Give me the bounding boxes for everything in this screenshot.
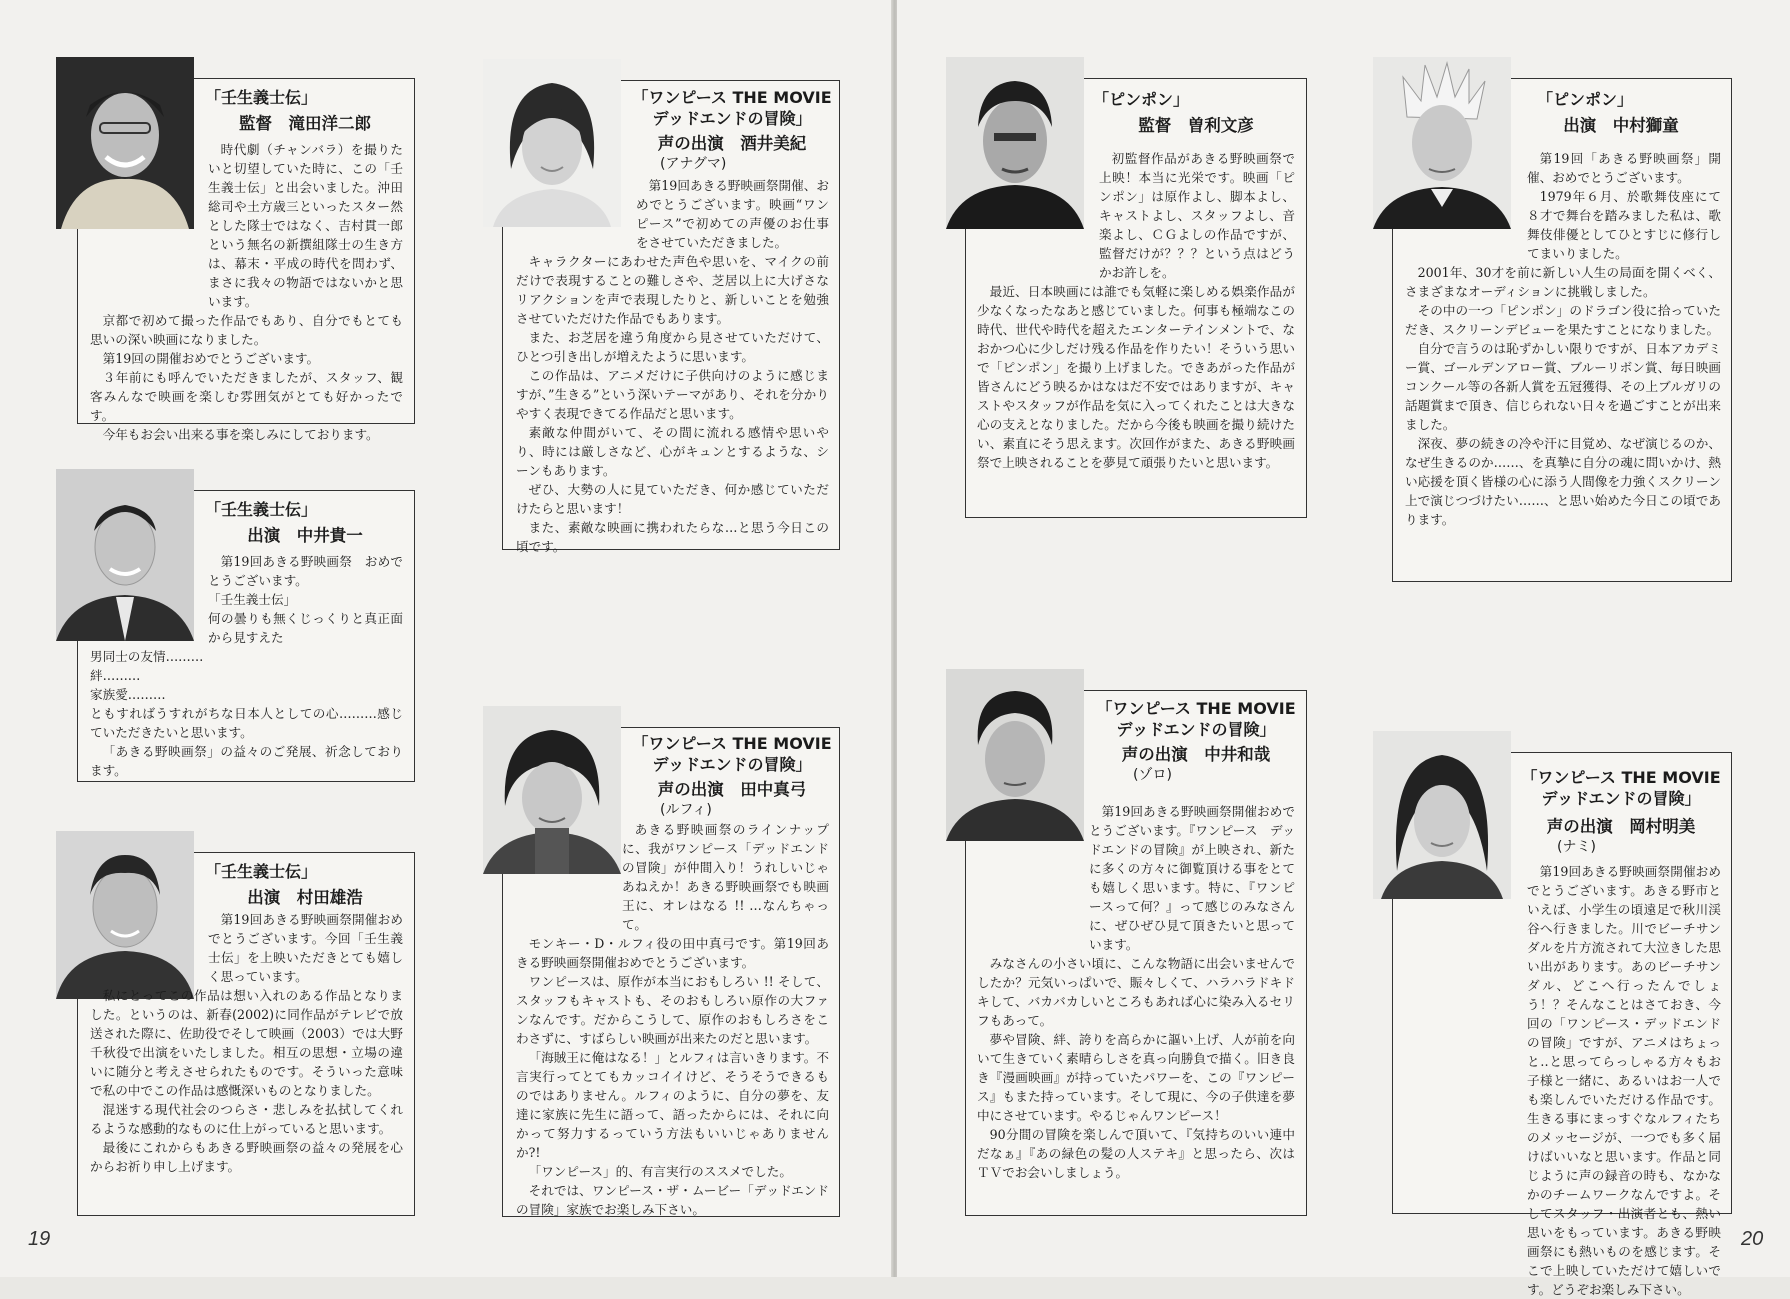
right-page — [897, 0, 1790, 1297]
person-name: 声の出演 田中真弓 — [657, 780, 807, 799]
film-title: 「ワンピース THE MOVIE デッドエンドの冒険」 — [632, 734, 832, 774]
paragraph: 第19回「あきる野映画祭」開催、おめでとうございます。 — [1527, 151, 1721, 185]
paragraph: 時代劇（チャンバラ）を撮りたいと切望していた時に、この「壬生義士伝」と出会いました。沖田総司や土方歳三といったスター然とした隊士ではなく、吉村貫一郎という無名の新撰組隊士の生き方は、幕末・平成の時代を問わず、まさに我々の物語ではないかと思います。 — [208, 142, 403, 309]
paragraph: 「ワンピース」的、有言実行のススメでした。 — [528, 1164, 792, 1179]
paragraph: モンキー・D・ルフィ役の田中真弓です。第19回あきる野映画祭開催おめでとうございます。 — [516, 936, 829, 970]
person-name: 出演 中村獅童 — [1563, 116, 1679, 135]
message-text — [90, 140, 403, 444]
paragraph: 最近、日本映画には誰でも気軽に楽しめる娯楽作品が少なくなったなあと感じていました。何事も極端なこの時代、世代や時代を超えたエンターテインメントで、なおかつ心に少しだけ残る作品を作りたい！そういう思いで「ピンポン」を撮り上げました。できあがった作品が皆さんにどう映るかはなはだ不安ではありますが、キャストやスタッフが作品を気に入ってくれたことは大きな心の支えとなりました。だから今後も映画を撮り続けたい、素直にそう思えます。次回作がまた、あきる野映画祭で上映されることを夢見て頑張りたいと思います。 — [977, 284, 1295, 470]
message-text — [516, 176, 829, 556]
card-heading — [205, 499, 405, 548]
film-title: 「ピンポン」 — [1537, 90, 1634, 109]
card-heading — [205, 861, 405, 910]
page-number: 20 — [1741, 1228, 1764, 1250]
paragraph: あきる野映画祭のラインナップに、我がワンピース「デッドエンドの冒険」が仲間入り！うれしいじゃあねえか！あきる野映画祭でも映画王に、オレはなる !! …なんちゃって。 — [622, 822, 829, 932]
paragraph: 混迷する現代社会のつらさ・悲しみを払拭してくれるような感動的なものに仕上がっていると思います。 — [90, 1102, 403, 1136]
film-title: 「ワンピース THE MOVIE デッドエンドの冒険」 — [632, 88, 832, 128]
person-name: 監督 滝田洋二郎 — [239, 114, 371, 133]
card-heading — [1517, 767, 1725, 856]
paragraph: 私にとってこの作品は想い入れのある作品となりました。というのは、新春(2002)に同作品がテレビで放送された際に、佐助役でそして映画（2003）では大野千秋役で出演をいたしました。相互の思想・立場の違いに随分と考えさせられたものです。そういった意味で私の中でこの作品は感慨深いものとなりました。 — [90, 988, 403, 1098]
left-page — [0, 0, 893, 1277]
paragraph: 素敵な仲間がいて、その間に流れる感情や思いやり、時には厳しさなど、心がキュンとするような、シーンもあります。 — [516, 425, 829, 478]
paragraph: ３年前にも呼んでいただきましたが、スタッフ、観客みんなで映画を楽しむ雰囲気がとても好かったです。 — [90, 370, 403, 423]
card-heading — [205, 87, 405, 136]
paragraph: その中の一つ「ピンポン」のドラゴン役に拾っていただき、スクリーンデビューを果たすことになりました。 — [1405, 303, 1721, 337]
paragraph: 90分間の冒険を楽しんで頂いて、『気持ちのいい連中だなぁ』『あの緑色の髪の人ステキ』と思ったら、次はＴＶでお会いしましょう。 — [977, 1127, 1295, 1180]
paragraph: 初監督作品があきる野映画祭で上映！本当に光栄です。映画「ピンポン」は原作よし、脚本よし、キャストよし、スタッフよし、音楽よし、ＣＧよしの作品ですが、監督だけが？？？という点はどうかお許しを。 — [1099, 151, 1295, 280]
person-name: 出演 村田雄浩 — [247, 888, 363, 907]
paragraph: キャラクターにあわせた声色や思いを、マイクの前だけで表現することの難しさや、芝居以上に大げさなリアクションを声で表現したりと、新しいことを勉強させていただけた作品でもあります。 — [516, 254, 829, 326]
message-text — [1405, 862, 1721, 1299]
card-heading — [630, 87, 834, 173]
paragraph: 今年もお会い出来る事を楽しみにしております。 — [102, 427, 379, 442]
paragraph: 第19回あきる野映画祭開催、おめでとうございます。映画“ワンピース”で初めての声優のお仕事をさせていただきました。 — [636, 178, 829, 250]
page-number: 19 — [28, 1228, 51, 1250]
card-heading — [1517, 89, 1725, 138]
message-text — [1405, 149, 1721, 529]
film-title: 「ピンポン」 — [1093, 90, 1190, 109]
paragraph: 2001年、30才を前に新しい人生の局面を開くべく、さまざまなオーディションに挑戦しました。 — [1405, 265, 1721, 299]
character-name: (アナグマ) — [660, 156, 727, 172]
paragraph: ともすればうすれがちな日本人としての心………感じていただきたいと思います。 — [90, 706, 403, 740]
person-name: 声の出演 岡村明美 — [1546, 817, 1696, 836]
person-name: 監督 曽利文彦 — [1138, 116, 1254, 135]
paragraph: 「壬生義士伝」 — [208, 592, 297, 607]
message-text — [90, 552, 403, 780]
paragraph: 京都で初めて撮った作品でもあり、自分でもとても思いの深い映画になりました。 — [90, 313, 403, 347]
film-title: 「壬生義士伝」 — [205, 500, 318, 519]
paragraph: 深夜、夢の続きの冷や汗に目覚め、なぜ演じるのか、なぜ生きるのか……、を真摯に自分の魂に問いかけ、熱い応援を頂く皆様の心に添う人間像を力強くスクリーン上で演じつづけたい……、と思い始めた今日この頃であります。 — [1405, 436, 1721, 527]
message-text — [516, 820, 829, 1219]
film-title: 「壬生義士伝」 — [205, 88, 318, 107]
film-title: 「ワンピース THE MOVIE デッドエンドの冒険」 — [1096, 699, 1296, 739]
paragraph: また、素敵な映画に携われたらな…と思う今日この頃です。 — [516, 520, 829, 554]
film-title: 「壬生義士伝」 — [205, 862, 318, 881]
paragraph: 「海賊王に俺はなる！」とルフィは言いきります。不言実行ってとてもカッコイイけど、そうそうできるものではありません。ルフィのように、自分の夢を、友達に家族に先生に語って、語ったからには、それに向かって努力するっていう方法もいいじゃありませんか?! — [516, 1050, 829, 1160]
film-title: 「ワンピース THE MOVIE デッドエンドの冒険」 — [1521, 768, 1721, 808]
paragraph: 第19回あきる野映画祭開催おめでとうございます。今回「壬生義士伝」を上映いただきとても嬉しく思っています。 — [208, 912, 403, 984]
message-text — [90, 910, 403, 1176]
card-heading — [1093, 698, 1299, 784]
person-name: 声の出演 中井和哉 — [1121, 745, 1271, 764]
paragraph: 自分で言うのは恥ずかしい限りですが、日本アカデミー賞、ゴールデンアロー賞、ブルーリボン賞、毎日映画コンクール等の各新人賞を五冠獲得、その上ブルガリの話題賞まで頂き、信じられない日々を過ごすことが出来ました。 — [1405, 341, 1721, 432]
paragraph: ぜひ、大勢の人に見ていただき、何か感じていただけたらと思います！ — [516, 482, 829, 516]
message-text — [977, 802, 1295, 1182]
paragraph: 「あきる野映画祭」の益々のご発展、祈念しております。 — [90, 744, 403, 778]
paragraph: 最後にこれからもあきる野映画祭の益々の発展を心からお祈り申し上げます。 — [90, 1140, 403, 1174]
person-name: 声の出演 酒井美紀 — [657, 134, 807, 153]
person-name: 出演 中井貴一 — [247, 526, 363, 545]
paragraph: 1979年６月、於歌舞伎座にて８才で舞台を踏みました私は、歌舞伎俳優としてひとすじに修行してまいりました。 — [1527, 189, 1721, 261]
paragraph: 男同士の友情……… — [90, 649, 204, 664]
paragraph: この作品は、アニメだけに子供向けのように感じますが、”生きる”という深いテーマがあり、それを分かりやすく表現できてる作品だと思います。 — [516, 368, 829, 421]
paragraph: 何の曇りも無くじっくりと真正面から見すえた — [208, 611, 403, 645]
card-heading — [1093, 89, 1299, 138]
paragraph: 第19回の開催おめでとうございます。 — [102, 351, 320, 366]
card-heading — [630, 733, 834, 819]
paragraph: ワンピースは、原作が本当におもしろい !! そして、スタッフもキャストも、そのおもしろい原作の大ファンなんです。だからこうして、原作のおもしろさをこわさずに、すばらしい映画が出来たのだと思います。 — [516, 974, 829, 1046]
character-name: (ルフィ) — [660, 802, 712, 818]
paragraph: 夢や冒険、絆、誇りを高らかに謳い上げ、人が前を向いて生きていく素晴らしさを真っ向勝負で描く。旧き良き『漫画映画』が持っていたパワーを、この『ワンピース』もまた持っています。そして現に、今の子供達を夢中にさせています。やるじゃんワンピース！ — [977, 1032, 1295, 1123]
character-name: (ナミ) — [1557, 839, 1596, 855]
paragraph: また、お芝居を違う角度から見させていただけて、ひとつ引き出しが増えたように思います。 — [516, 330, 829, 364]
paragraph: それでは、ワンピース・ザ・ムービー「デッドエンドの冒険」家族でお楽しみ下さい。 — [516, 1183, 829, 1217]
paragraph: 第19回あきる野映画祭 おめでとうございます。 — [208, 554, 403, 588]
paragraph: みなさんの小さい頃に、こんな物語に出会いませんでしたか？元気いっぱいで、賑々しくて、ハラハラドキドキして、バカバカしいところもあれば心に染み入るセリフもあって。 — [977, 956, 1295, 1028]
message-text — [977, 149, 1295, 472]
paragraph: 絆……… — [90, 668, 141, 683]
paragraph: 第19回あきる野映画祭開催おめでとうございます。あきる野市といえば、小学生の頃遠足で秋川渓谷へ行きました。川でビーチサンダルを片方流されて大泣きした思い出があります。あのビーチサンダル、どこへ行ったんでしょう！？そんなことはさておき、今回の「ワンピース・デッドエンドの冒険」ですが、アニメはちょっと‥と思ってらっしゃる方々もお子様と一緒に、あるいはお一人でも楽しんでいただける作品です。生きる事にまっすぐなルフィたちのメッセージが、一つでも多く届けばいいなと思います。作品と同じように声の録音の時も、なかなかのチームワークなんですよ。そしてスタッフ・出演者とも、熱い思いをもっています。あきる野映画祭にも熱いものを感じます。そこで上映していただけて嬉しいです。どうぞお楽しみ下さい。 — [1527, 864, 1721, 1297]
paragraph: 第19回あきる野映画祭開催おめでとうございます。『ワンピース デッドエンドの冒険』が上映され、新たに多くの方々に御覧頂ける事をとても嬉しく思います。特に、『ワンピースって何？』って感じのみなさんに、ぜひぜひ見て頂きたいと思っています。 — [1089, 804, 1295, 952]
character-name: (ゾロ) — [1133, 767, 1172, 783]
paragraph: 家族愛……… — [90, 687, 166, 702]
